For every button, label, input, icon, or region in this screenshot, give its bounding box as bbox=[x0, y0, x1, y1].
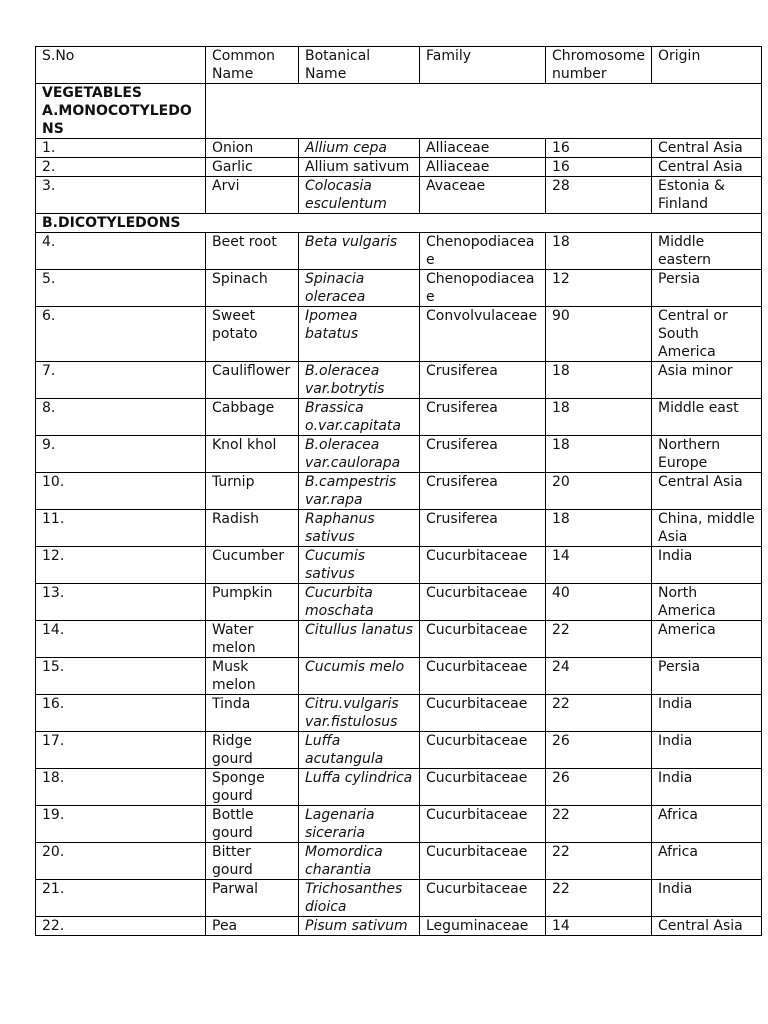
table-row bbox=[36, 658, 762, 695]
cell-origin: Middle eastern bbox=[652, 233, 762, 270]
cell-family: Cucurbitaceae bbox=[420, 806, 546, 843]
cell-chromosome-number: 24 bbox=[546, 658, 652, 695]
cell-sno: 13. bbox=[36, 584, 206, 621]
cell-common-name: Pea bbox=[206, 917, 299, 936]
cell-sno: 3. bbox=[36, 177, 206, 214]
cell-family: Cucurbitaceae bbox=[420, 843, 546, 880]
cell-family: Cucurbitaceae bbox=[420, 621, 546, 658]
cell-common-name: Beet root bbox=[206, 233, 299, 270]
table-row bbox=[36, 177, 762, 214]
table-row bbox=[36, 880, 762, 917]
cell-common-name: Cauliflower bbox=[206, 362, 299, 399]
cell-origin: China, middle Asia bbox=[652, 510, 762, 547]
cell-chromosome-number: 40 bbox=[546, 584, 652, 621]
cell-common-name: Arvi bbox=[206, 177, 299, 214]
cell-origin: Persia bbox=[652, 658, 762, 695]
cell-chromosome-number: 22 bbox=[546, 843, 652, 880]
table-row bbox=[36, 621, 762, 658]
cell-common-name: Water melon bbox=[206, 621, 299, 658]
table-row bbox=[36, 362, 762, 399]
header-family: Family bbox=[420, 47, 546, 84]
cell-chromosome-number: 26 bbox=[546, 769, 652, 806]
cell-family: Avaceae bbox=[420, 177, 546, 214]
cell-sno: 8. bbox=[36, 399, 206, 436]
header-common-name: Common Name bbox=[206, 47, 299, 84]
cell-botanical-name: Brassica o.var.capitata bbox=[299, 399, 420, 436]
cell-family: Cucurbitaceae bbox=[420, 547, 546, 584]
table-row bbox=[36, 584, 762, 621]
cell-family: Alliaceae bbox=[420, 139, 546, 158]
cell-chromosome-number: 14 bbox=[546, 547, 652, 584]
cell-origin: Central Asia bbox=[652, 917, 762, 936]
cell-common-name: Garlic bbox=[206, 158, 299, 177]
cell-chromosome-number: 12 bbox=[546, 270, 652, 307]
table-row bbox=[36, 843, 762, 880]
cell-botanical-name: Raphanus sativus bbox=[299, 510, 420, 547]
cell-chromosome-number: 18 bbox=[546, 510, 652, 547]
cell-family: Crusiferea bbox=[420, 399, 546, 436]
table-row bbox=[36, 695, 762, 732]
cell-sno: 15. bbox=[36, 658, 206, 695]
cell-family: Crusiferea bbox=[420, 473, 546, 510]
cell-family: Chenopodiaceae bbox=[420, 270, 546, 307]
cell-origin: India bbox=[652, 547, 762, 584]
cell-sno: 5. bbox=[36, 270, 206, 307]
cell-botanical-name: Lagenaria siceraria bbox=[299, 806, 420, 843]
cell-common-name: Turnip bbox=[206, 473, 299, 510]
cell-botanical-name: Cucurbita moschata bbox=[299, 584, 420, 621]
cell-sno: 1. bbox=[36, 139, 206, 158]
cell-common-name: Parwal bbox=[206, 880, 299, 917]
section-a-row bbox=[36, 84, 762, 139]
cell-family: Crusiferea bbox=[420, 362, 546, 399]
cell-sno: 4. bbox=[36, 233, 206, 270]
cell-chromosome-number: 28 bbox=[546, 177, 652, 214]
cell-sno: 16. bbox=[36, 695, 206, 732]
table-row bbox=[36, 436, 762, 473]
cell-sno: 18. bbox=[36, 769, 206, 806]
cell-chromosome-number: 20 bbox=[546, 473, 652, 510]
cell-chromosome-number: 16 bbox=[546, 139, 652, 158]
cell-chromosome-number: 18 bbox=[546, 362, 652, 399]
cell-origin: Persia bbox=[652, 270, 762, 307]
cell-origin: Africa bbox=[652, 806, 762, 843]
cell-botanical-name: Colocasia esculentum bbox=[299, 177, 420, 214]
cell-family: Crusiferea bbox=[420, 436, 546, 473]
cell-common-name: Sponge gourd bbox=[206, 769, 299, 806]
cell-family: Cucurbitaceae bbox=[420, 769, 546, 806]
cell-sno: 6. bbox=[36, 307, 206, 362]
cell-common-name: Bitter gourd bbox=[206, 843, 299, 880]
cell-botanical-name: B.oleracea var.caulorapa bbox=[299, 436, 420, 473]
cell-common-name: Bottle gourd bbox=[206, 806, 299, 843]
cell-chromosome-number: 22 bbox=[546, 880, 652, 917]
cell-origin: Middle east bbox=[652, 399, 762, 436]
cell-sno: 14. bbox=[36, 621, 206, 658]
cell-chromosome-number: 26 bbox=[546, 732, 652, 769]
cell-sno: 2. bbox=[36, 158, 206, 177]
cell-family: Cucurbitaceae bbox=[420, 584, 546, 621]
cell-botanical-name: Allium sativum bbox=[299, 158, 420, 177]
cell-chromosome-number: 18 bbox=[546, 436, 652, 473]
cell-chromosome-number: 90 bbox=[546, 307, 652, 362]
cell-common-name: Cabbage bbox=[206, 399, 299, 436]
header-chromosome-number: Chromosome number bbox=[546, 47, 652, 84]
cell-common-name: Onion bbox=[206, 139, 299, 158]
cell-sno: 22. bbox=[36, 917, 206, 936]
cell-common-name: Radish bbox=[206, 510, 299, 547]
cell-botanical-name: Pisum sativum bbox=[299, 917, 420, 936]
section-b-heading: B.DICOTYLEDONS bbox=[36, 214, 762, 233]
cell-sno: 9. bbox=[36, 436, 206, 473]
vegetables-table bbox=[35, 46, 762, 936]
cell-sno: 17. bbox=[36, 732, 206, 769]
cell-family: Cucurbitaceae bbox=[420, 732, 546, 769]
cell-origin: North America bbox=[652, 584, 762, 621]
section-a-heading bbox=[36, 84, 206, 139]
table-row bbox=[36, 473, 762, 510]
table-row bbox=[36, 806, 762, 843]
cell-chromosome-number: 18 bbox=[546, 233, 652, 270]
cell-common-name: Spinach bbox=[206, 270, 299, 307]
cell-botanical-name: B.campestris var.rapa bbox=[299, 473, 420, 510]
cell-botanical-name: Luffa acutangula bbox=[299, 732, 420, 769]
cell-botanical-name: Cucumis melo bbox=[299, 658, 420, 695]
section-a-title: VEGETABLES bbox=[42, 85, 142, 101]
cell-botanical-name: Citru.vulgaris var.fistulosus bbox=[299, 695, 420, 732]
cell-family: Convolvulaceae bbox=[420, 307, 546, 362]
cell-origin: India bbox=[652, 880, 762, 917]
cell-origin: Estonia & Finland bbox=[652, 177, 762, 214]
cell-origin: India bbox=[652, 732, 762, 769]
cell-origin: Central Asia bbox=[652, 158, 762, 177]
cell-origin: Northern Europe bbox=[652, 436, 762, 473]
cell-sno: 21. bbox=[36, 880, 206, 917]
table-row bbox=[36, 732, 762, 769]
cell-botanical-name: B.oleracea var.botrytis bbox=[299, 362, 420, 399]
cell-common-name: Tinda bbox=[206, 695, 299, 732]
table-row bbox=[36, 233, 762, 270]
table-row bbox=[36, 399, 762, 436]
cell-chromosome-number: 22 bbox=[546, 806, 652, 843]
section-b-row bbox=[36, 214, 762, 233]
cell-family: Cucurbitaceae bbox=[420, 695, 546, 732]
cell-botanical-name: Cucumis sativus bbox=[299, 547, 420, 584]
table-row bbox=[36, 769, 762, 806]
cell-common-name: Knol khol bbox=[206, 436, 299, 473]
cell-botanical-name: Momordica charantia bbox=[299, 843, 420, 880]
header-row bbox=[36, 47, 762, 84]
cell-chromosome-number: 22 bbox=[546, 621, 652, 658]
cell-origin: Central or South America bbox=[652, 307, 762, 362]
section-a-subtitle: A.MONOCOTYLEDONS bbox=[42, 103, 192, 137]
cell-family: Crusiferea bbox=[420, 510, 546, 547]
section-a-empty bbox=[206, 84, 762, 139]
cell-origin: Central Asia bbox=[652, 473, 762, 510]
cell-botanical-name: Luffa cylindrica bbox=[299, 769, 420, 806]
cell-origin: Asia minor bbox=[652, 362, 762, 399]
cell-family: Chenopodiaceae bbox=[420, 233, 546, 270]
cell-origin: India bbox=[652, 769, 762, 806]
cell-common-name: Ridge gourd bbox=[206, 732, 299, 769]
header-botanical-name: Botanical Name bbox=[299, 47, 420, 84]
header-origin: Origin bbox=[652, 47, 762, 84]
cell-sno: 19. bbox=[36, 806, 206, 843]
cell-botanical-name: Beta vulgaris bbox=[299, 233, 420, 270]
cell-chromosome-number: 22 bbox=[546, 695, 652, 732]
cell-sno: 20. bbox=[36, 843, 206, 880]
cell-sno: 12. bbox=[36, 547, 206, 584]
table-row bbox=[36, 270, 762, 307]
cell-botanical-name: Allium cepa bbox=[299, 139, 420, 158]
cell-sno: 11. bbox=[36, 510, 206, 547]
table-row bbox=[36, 547, 762, 584]
cell-common-name: Cucumber bbox=[206, 547, 299, 584]
cell-common-name: Pumpkin bbox=[206, 584, 299, 621]
cell-botanical-name: Citullus lanatus bbox=[299, 621, 420, 658]
table-row bbox=[36, 158, 762, 177]
cell-family: Cucurbitaceae bbox=[420, 658, 546, 695]
table-row bbox=[36, 139, 762, 158]
cell-family: Leguminaceae bbox=[420, 917, 546, 936]
cell-sno: 10. bbox=[36, 473, 206, 510]
cell-botanical-name: Trichosanthes dioica bbox=[299, 880, 420, 917]
cell-family: Cucurbitaceae bbox=[420, 880, 546, 917]
table-row bbox=[36, 510, 762, 547]
header-sno: S.No bbox=[36, 47, 206, 84]
cell-common-name: Musk melon bbox=[206, 658, 299, 695]
cell-common-name: Sweet potato bbox=[206, 307, 299, 362]
table-row bbox=[36, 917, 762, 936]
cell-family: Alliaceae bbox=[420, 158, 546, 177]
cell-botanical-name: Ipomea batatus bbox=[299, 307, 420, 362]
cell-chromosome-number: 16 bbox=[546, 158, 652, 177]
cell-origin: Africa bbox=[652, 843, 762, 880]
cell-origin: Central Asia bbox=[652, 139, 762, 158]
cell-origin: America bbox=[652, 621, 762, 658]
table-row bbox=[36, 307, 762, 362]
cell-origin: India bbox=[652, 695, 762, 732]
cell-chromosome-number: 14 bbox=[546, 917, 652, 936]
cell-sno: 7. bbox=[36, 362, 206, 399]
cell-chromosome-number: 18 bbox=[546, 399, 652, 436]
cell-botanical-name: Spinacia oleracea bbox=[299, 270, 420, 307]
